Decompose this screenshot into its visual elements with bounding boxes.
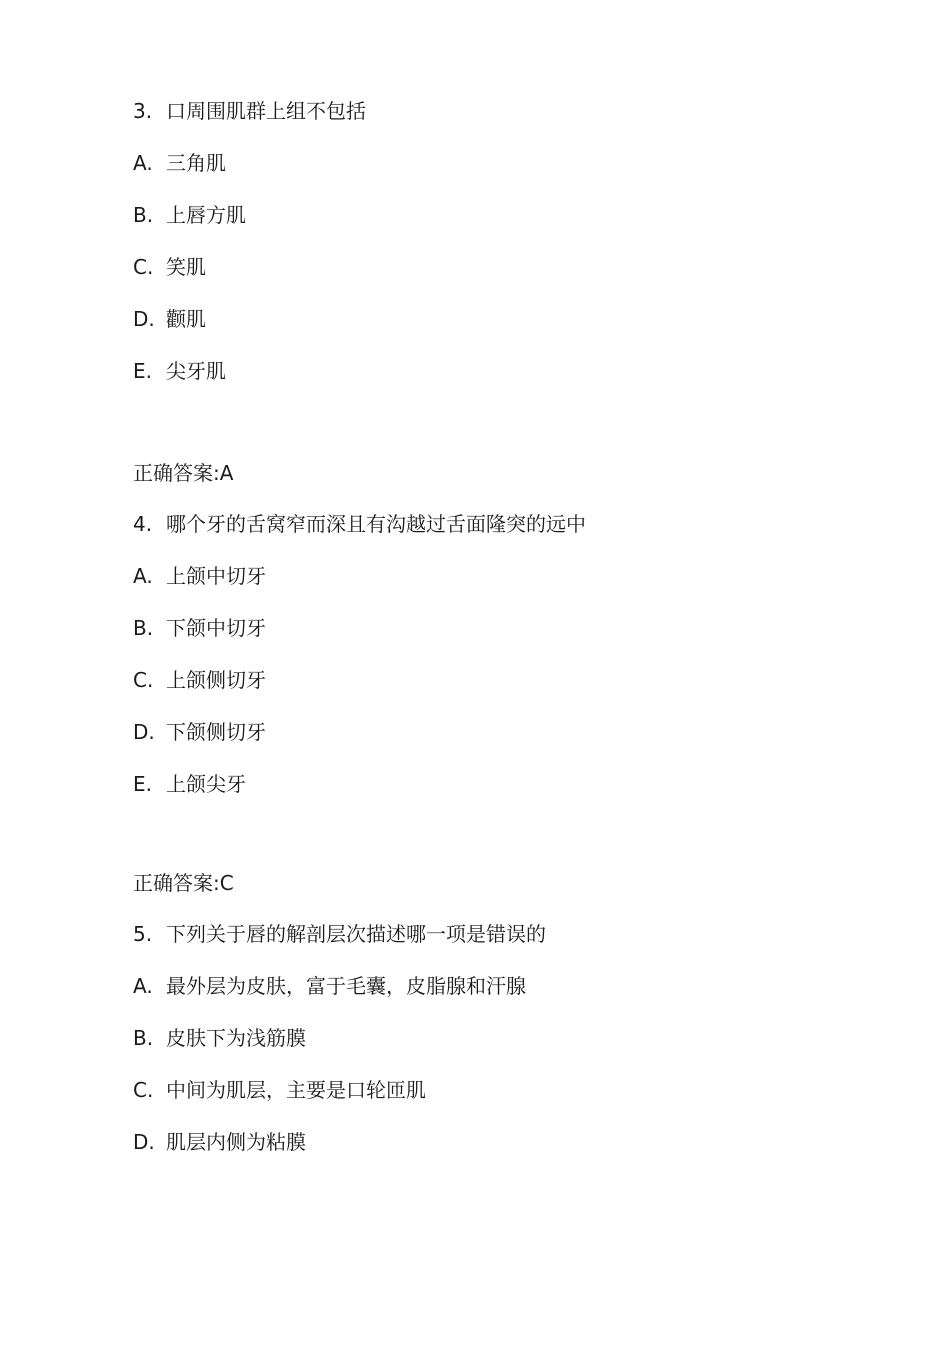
option-letter: C.	[133, 1078, 154, 1102]
option-letter: A.	[133, 974, 153, 998]
option-letter: E.	[133, 359, 152, 383]
option-text: 上唇方肌	[166, 203, 246, 227]
option-c	[133, 1077, 426, 1103]
option-letter: E.	[133, 772, 152, 796]
option-text: 下颌侧切牙	[166, 720, 266, 744]
question-text: 口周围肌群上组不包括	[166, 99, 366, 123]
question-text: 哪个牙的舌窝窄而深且有沟越过舌面隆突的远中	[166, 512, 586, 536]
option-text: 肌层内侧为粘膜	[166, 1130, 306, 1154]
option-a	[133, 563, 266, 589]
option-letter: C.	[133, 255, 154, 279]
option-text: 下颌中切牙	[166, 616, 266, 640]
option-letter: B.	[133, 616, 154, 640]
option-e	[133, 358, 226, 384]
option-letter: C.	[133, 668, 154, 692]
option-letter: A.	[133, 564, 153, 588]
option-c	[133, 667, 266, 693]
option-b	[133, 202, 246, 228]
option-b	[133, 615, 266, 641]
question-text: 下列关于唇的解剖层次描述哪一项是错误的	[166, 922, 546, 946]
option-text: 中间为肌层，主要是口轮匝肌	[166, 1078, 426, 1102]
option-c	[133, 254, 206, 280]
option-d	[133, 1129, 306, 1155]
option-a	[133, 973, 526, 999]
option-text: 最外层为皮肤，富于毛囊，皮脂腺和汗腺	[166, 974, 526, 998]
option-text: 笑肌	[166, 255, 206, 279]
correct-answer: 正确答案:A	[133, 461, 234, 485]
option-b	[133, 1025, 306, 1051]
question-3	[133, 98, 366, 124]
option-text: 颧肌	[166, 307, 206, 331]
option-text: 尖牙肌	[166, 359, 226, 383]
option-letter: B.	[133, 203, 154, 227]
option-d	[133, 719, 266, 745]
option-text: 上颌尖牙	[166, 772, 246, 796]
question-number: 4.	[133, 512, 153, 536]
option-d	[133, 306, 206, 332]
question-number: 3.	[133, 99, 153, 123]
correct-answer: 正确答案:C	[133, 871, 234, 895]
question-number: 5.	[133, 922, 153, 946]
option-text: 上颌侧切牙	[166, 668, 266, 692]
option-letter: A.	[133, 151, 153, 175]
option-letter: B.	[133, 1026, 154, 1050]
option-e	[133, 771, 246, 797]
question-4	[133, 511, 586, 537]
option-text: 三角肌	[166, 151, 226, 175]
option-text: 上颌中切牙	[166, 564, 266, 588]
option-text: 皮肤下为浅筋膜	[166, 1026, 306, 1050]
option-letter: D.	[133, 307, 155, 331]
option-letter: D.	[133, 720, 155, 744]
option-letter: D.	[133, 1130, 155, 1154]
option-a	[133, 150, 226, 176]
question-5	[133, 921, 546, 947]
